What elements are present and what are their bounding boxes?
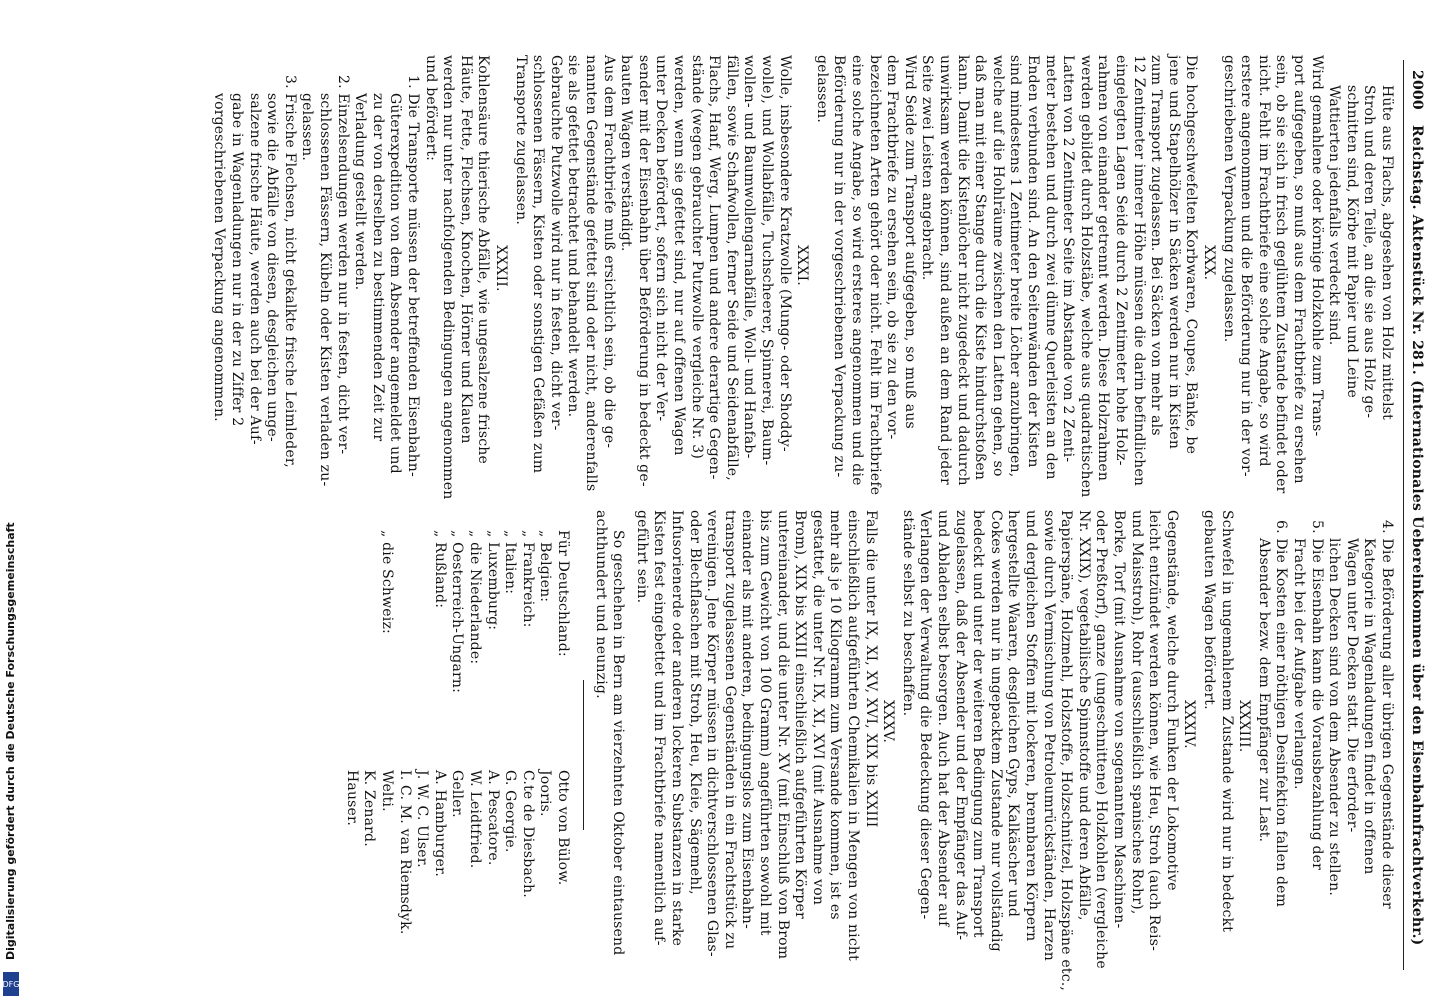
paragraph-line: leicht entzündet werden können, wie Heu, Stroh (auch Reis- bbox=[1146, 510, 1163, 952]
signature-name: Welti. bbox=[379, 770, 395, 812]
paragraph-line: und Maisstroh), Rohr (ausschließlich spanisches Rohr), bbox=[1128, 510, 1145, 915]
paragraph-line: bis zum Gewicht von 100 Gramm) angeführten sowohl mit bbox=[757, 510, 773, 936]
paragraph-line: Schwefel in ungemahlenem Zustande wird nur in bedeckt bbox=[1218, 510, 1235, 933]
list-item-line: lichen Decken sind von dem Absender zu stellen. bbox=[1326, 538, 1343, 897]
signature-country: „ die Niederlande: bbox=[467, 530, 483, 665]
list-item-line: 3. Frische Flechsen, nicht gekalkte frische Leimleder, bbox=[281, 75, 298, 468]
paragraph-line: Falls die unter IX, XI, XV, XVI, XIX bis XXIII bbox=[862, 510, 879, 828]
paragraph-line: Borke, Torf (mit Ausnahme von sogenanntem Maschinen- bbox=[1111, 510, 1127, 929]
paragraph-line: Kisten fest eingebettet und im Frachtbriefe namentlich auf- bbox=[651, 510, 668, 946]
digitization-footer bbox=[4, 0, 18, 1000]
section-heading: XXXII. bbox=[493, 245, 509, 292]
paragraph-line: Infusorienerde oder anderen lockeren Substanzen in starke bbox=[669, 510, 685, 947]
paragraph-line: Brom), XIX bis XXIII einschließlich aufgeführten Körper bbox=[792, 510, 809, 919]
paragraph-line: stände selbst zu beschaffen. bbox=[899, 510, 916, 717]
paragraph-line: unter Decken befördert, sofern sich nicht der Ver- bbox=[653, 55, 670, 422]
paragraph-line: eingelegten Lagen Seide durch 2 Zentimeter hohe Holz- bbox=[1113, 55, 1129, 466]
paragraph-line: sind mindestens 1 Zentimeter breite Löcher anzubringen, bbox=[1007, 55, 1024, 478]
paragraph-line: Papierspäne, Holzmehl, Holzstoffe, Holzschnitzel, Holzspäne etc., bbox=[1058, 510, 1075, 992]
paragraph-line: werden nur unter nachfolgenden Bedingungen angenommen bbox=[440, 55, 457, 500]
paragraph-line: jene und Stapelhölzer in Säcken werden nur in Kisten bbox=[1165, 55, 1182, 450]
list-item-line: 6. Die Kosten einer nöthigen Desinfektion fallen dem bbox=[1273, 520, 1290, 908]
section-heading: XXXIII. bbox=[1236, 700, 1253, 753]
paragraph-line: gestattet, die unter Nr. IX, XI, XVI (mit Ausnahme von bbox=[809, 510, 826, 906]
footer-credit: Digitalisierung gefördert durch die Deutsche Forschungsgemeinschaft bbox=[4, 522, 17, 960]
list-item-line: salzene frische Häute, werden auch bei der Auf- bbox=[246, 93, 263, 445]
paragraph-line: mehr als je 10 Kilogramm zum Versande kommen, ist es bbox=[827, 510, 844, 920]
paragraph-line: stände (wegen gebrauchter Putzwolle vergleiche Nr. 3) bbox=[688, 55, 705, 459]
signature-country: „ Frankreich: bbox=[519, 530, 536, 628]
list-item-line: vorgeschriebenen Verpackung angenommen. bbox=[211, 93, 228, 422]
closing-line: achthundert und neunzig. bbox=[592, 510, 609, 699]
paragraph-line: Gegenstände, welche durch Funken der Lokomotive bbox=[1163, 510, 1180, 891]
list-item-line: 4. Die Beförderung aller übrigen Gegenstände dieser bbox=[1379, 520, 1395, 909]
section-heading: XXXI. bbox=[794, 245, 811, 286]
signature-name: C.te de Diesbach. bbox=[519, 770, 536, 898]
paragraph-line: welche auf die Hohlräume zwischen den Latten gehen, so bbox=[989, 55, 1006, 477]
paragraph-line: sowie durch Vermischung von Petroleumrückständen, Harzen bbox=[1040, 510, 1057, 962]
section-heading: XXX. bbox=[1201, 245, 1217, 281]
paragraph-line: geführt sein. bbox=[633, 510, 650, 604]
list-item-line: Absender bezw. dem Empfänger zur Last. bbox=[1255, 538, 1272, 843]
paragraph-line: oder Blechflaschen mit Stroh, Heu, Kleie, Sägemehl, bbox=[686, 510, 703, 895]
paragraph-line: Enden verbunden sind. An den Seitenwänden der Kisten bbox=[1025, 55, 1041, 468]
list-item-line: Güterexpedition von dem Absender angemeldet und bbox=[387, 93, 404, 474]
paragraph-line: hergestellte Waaren, desgleichen Gyps, Kalkäscher und bbox=[1005, 510, 1022, 917]
running-title: Reichstag. Aktenstück Nr. 281. (Internationales Uebereinkommen über den Eisenbahnfrachtverkehr.) bbox=[1409, 125, 1425, 946]
section-heading: XXXIV. bbox=[1181, 700, 1198, 749]
paragraph-line: Beförderung nur in der vorgeschriebenen Verpackung zu- bbox=[831, 55, 848, 478]
paragraph-line: Gebrauchte Putzwolle wird nur in festen, dicht ver- bbox=[547, 55, 564, 431]
signature-name: Jooris. bbox=[537, 770, 554, 817]
paragraph-line: sie als gefettet betrachtet und behandelt werden. bbox=[565, 55, 582, 418]
signature-country: „ Rußland: bbox=[431, 530, 448, 609]
paragraph-line: Seite zwei Leisten angebracht. bbox=[919, 55, 936, 281]
paragraph-line: rahmen von einander getrennt werden. Diese Holzrahmen bbox=[1095, 55, 1112, 482]
paragraph-line: zugelassen, daß der Absender und der Empfänger das Auf- bbox=[952, 510, 969, 941]
paragraph-line: sender mit der Eisenbahn über Beförderung in bedeckt ge- bbox=[635, 55, 652, 487]
list-item-line: 5. Die Eisenbahn kann die Vorausbezahlung der bbox=[1308, 520, 1325, 871]
list-item-line: gabe in Wagenladungen nur in der zu Ziffer 2 bbox=[229, 93, 245, 427]
paragraph-line: zum Transport zugelassen. Bei Säcken von mehr als bbox=[1148, 55, 1165, 436]
list-item-line: sowie die Abfälle von diesen, desgleichen unge- bbox=[264, 93, 281, 442]
paragraph-line: fällen, sowie Schafwollen, ferner Seide und Seidenabfälle, bbox=[723, 55, 740, 481]
paragraph-line: Latten von 2 Zentimeter Seite im Abstande von 2 Zenti- bbox=[1060, 55, 1077, 463]
paragraph-line: nannten Gegenstände gefettet sind oder nicht, anderenfalls bbox=[583, 55, 599, 492]
paragraph-line: Cokes werden nur in ungepacktem Zustande nur vollständig bbox=[987, 510, 1004, 952]
paragraph-line: vereinigen. Jene Körper müssen in dichtverschlossenen Glas- bbox=[704, 510, 721, 957]
section-heading: XXXV. bbox=[880, 700, 897, 744]
page-number: 2000 bbox=[1409, 70, 1425, 110]
signature-country: „ Oesterreich-Ungarn: bbox=[449, 530, 466, 694]
paragraph-line: und Abladen selbst besorgen. Auch hat der Absender auf bbox=[935, 510, 951, 927]
paragraph-line: transport zugelassenen Gegenständen in ein Frachtstück zu bbox=[721, 510, 738, 950]
paragraph-line: bedeckt und unter der weiteren Bedingung zum Transport bbox=[970, 510, 987, 938]
list-item-line: 1. Die Transporte müssen der betreffenden Eisenbahn- bbox=[405, 75, 421, 477]
paragraph-line: Wolle, insbesondere Kratzwolle (Mungo- oder Shoddy- bbox=[776, 55, 793, 452]
paragraph-line: sein, ob sie sich in frisch geglühtem Zustande befindet oder bbox=[1273, 55, 1290, 494]
list-item-line: 2. Einzelsendungen werden nur in festen, dicht ver- bbox=[334, 75, 351, 455]
paragraph-line: bauten Wagen verständigt. bbox=[618, 55, 635, 252]
paragraph-line: gebauten Wagen befördert. bbox=[1201, 510, 1217, 710]
list-item-line: Fracht bei der Aufgabe verlangen. bbox=[1291, 538, 1307, 790]
list-item-line: gelassen. bbox=[299, 93, 316, 161]
paragraph-line: Verlangen der Verwaltung die Bedeckung dieser Gegen- bbox=[917, 510, 934, 920]
paragraph-line: nicht. Fehlt im Frachtbriefe eine solche Angabe, so wird bbox=[1255, 55, 1272, 467]
paragraph-line: meter bestehen und durch zwei dünne Querleisten an den bbox=[1042, 55, 1059, 480]
paragraph-line: eine solche Angabe, so wird ersteres angenommen und die bbox=[849, 55, 865, 486]
paragraph-line: unwirksam werden können, sind außen an dem Rand jeder bbox=[937, 55, 953, 485]
paragraph-line: Flachs, Hanf, Werg, Lumpen und andere derartige Gegen- bbox=[706, 55, 723, 480]
paragraph-line: Kohlensäure thierische Abfälle, wie ungesalzene frische bbox=[475, 55, 492, 464]
paragraph-line: 12 Zentimeter innerer Höhe müssen die darin befindlichen bbox=[1130, 55, 1147, 487]
signature-name: A. Hamburger. bbox=[431, 770, 448, 877]
list-item-line: Kategorie in Wagenladungen findet in offenen bbox=[1361, 538, 1378, 875]
signature-name: J. W. C. Ulser. bbox=[414, 770, 431, 868]
paragraph-line: einander als mit anderen, bedingungslos zum Eisenbahn- bbox=[739, 510, 756, 929]
signature-country: „ Luxemburg: bbox=[484, 530, 501, 631]
paragraph-line: port aufgegeben, so muß aus dem Frachtbriefe zu ersehen bbox=[1291, 55, 1307, 484]
list-item-line: Wagen unter Decken statt. Die erforder- bbox=[1343, 538, 1360, 833]
paragraph-line: schnitten sind, Körbe mit Papier und Leine bbox=[1343, 85, 1360, 399]
paragraph-line: einschließlich aufgeführten Chemikalien in Mengen von nicht bbox=[845, 510, 861, 961]
paragraph-line: oder Preßtorf), ganze (ungeschnittene) Holzkohlen (vergleiche bbox=[1093, 510, 1110, 969]
header-rule bbox=[1403, 60, 1404, 970]
paragraph-line: Aus dem Frachtbriefe muß ersichtlich sein, ob die ge- bbox=[600, 55, 617, 449]
signature-name: G. Georgie. bbox=[502, 770, 519, 853]
paragraph-line: Häute, Fette, Flechsen, Knochen, Hörner und Klauen bbox=[457, 55, 474, 444]
paragraph-line: Nr. XXIX), vegetabilische Spinnstoffe und deren Abfälle, bbox=[1075, 510, 1092, 921]
list-item-line: Verladung gestellt werden. bbox=[352, 93, 369, 291]
paragraph-line: wolle), und Wollabfälle, Tuchscheerer, Spinnerei, Baum- bbox=[759, 55, 775, 466]
paragraph-line: Hüte aus Flachs, abgesehen von Holz mittelst bbox=[1379, 85, 1395, 420]
paragraph-line: Die hochgeschwefelten Korbwaren, Coupes, Bänke, be bbox=[1183, 55, 1200, 455]
signature-country: „ Italien: bbox=[502, 530, 519, 595]
signature-name: Hauser. bbox=[343, 770, 360, 827]
paragraph-line: Transporte zugelassen. bbox=[512, 55, 529, 226]
dfg-logo: DFG bbox=[3, 972, 19, 996]
signature-rule bbox=[583, 680, 584, 830]
paragraph-line: Wattierten jedenfalls verdeckt sind. bbox=[1326, 85, 1343, 346]
signature-name: A. Pescatore. bbox=[484, 770, 501, 866]
signature-name: Otto von Bülow. bbox=[555, 770, 571, 886]
closing-line: So geschehen in Bern am vierzehnten Oktober eintausend bbox=[610, 530, 627, 956]
paragraph-line: bezeichneten Arten gehört oder nicht. Fehlt im Frachtbriefe bbox=[866, 55, 883, 496]
paragraph-line: Stroh und deren Teile, an die sie aus Holz ge- bbox=[1361, 85, 1378, 419]
signature-country: „ die Schweiz: bbox=[379, 530, 395, 634]
paragraph-line: Wird Seide zum Transport aufgegeben, so muß aus bbox=[901, 55, 918, 429]
list-item-line: schlossenen Fässern, Kübeln oder Kisten verladen zu- bbox=[317, 93, 333, 487]
paragraph-line: wollen- und Baumwollengarnabfälle, Woll- und Hanfab- bbox=[741, 55, 758, 459]
signature-country: „ Belgien: bbox=[537, 530, 554, 603]
signature-name: I. C. M. van Riemsdyk. bbox=[396, 770, 413, 935]
paragraph-line: schlossenen Fässern, Kisten oder sonstigen Gefäßen zum bbox=[530, 55, 547, 474]
paragraph-line: werden gebildet durch Holzstäbe, welche aus quadratischen bbox=[1077, 55, 1094, 498]
paragraph-line: untereinander, und die unter Nr. XV (mit Einschluß von Brom bbox=[774, 510, 791, 960]
paragraph-line: gelassen. bbox=[813, 55, 830, 123]
paragraph-line: geschriebenen Verpackung zugelassen. bbox=[1220, 55, 1237, 343]
paragraph-line: kann. Damit die Kistenlöcher nicht zugedeckt und dadurch bbox=[954, 55, 971, 486]
signature-name: K. Zenard. bbox=[361, 770, 378, 847]
paragraph-line: erstere angenommen und die Beförderung nur in der vor- bbox=[1238, 55, 1255, 477]
paragraph-line: dem Frachtbriefe zu ersehen sein, ob sie zu den vor- bbox=[884, 55, 901, 440]
paragraph-line: werden, wenn sie gefettet sind, nur auf offenen Wagen bbox=[671, 55, 687, 456]
signature-name: Geller. bbox=[449, 770, 466, 818]
paragraph-line: daß man mit einer Stange durch die Kiste hindurchstoßen bbox=[972, 55, 989, 481]
list-item-line: zu der von derselben zu bestimmenden Zeit zur bbox=[369, 93, 386, 442]
signature-name: W. Leidtfried. bbox=[467, 770, 483, 869]
paragraph-line: und befördert: bbox=[422, 55, 439, 162]
signature-country: Für Deutschland: bbox=[555, 530, 571, 657]
paragraph-line: Wird gemahlene oder körnige Holzkohle zum Trans- bbox=[1308, 55, 1325, 437]
paragraph-line: und dergleichen Stoffen mit lockeren, brennbaren Körpern bbox=[1023, 510, 1039, 942]
